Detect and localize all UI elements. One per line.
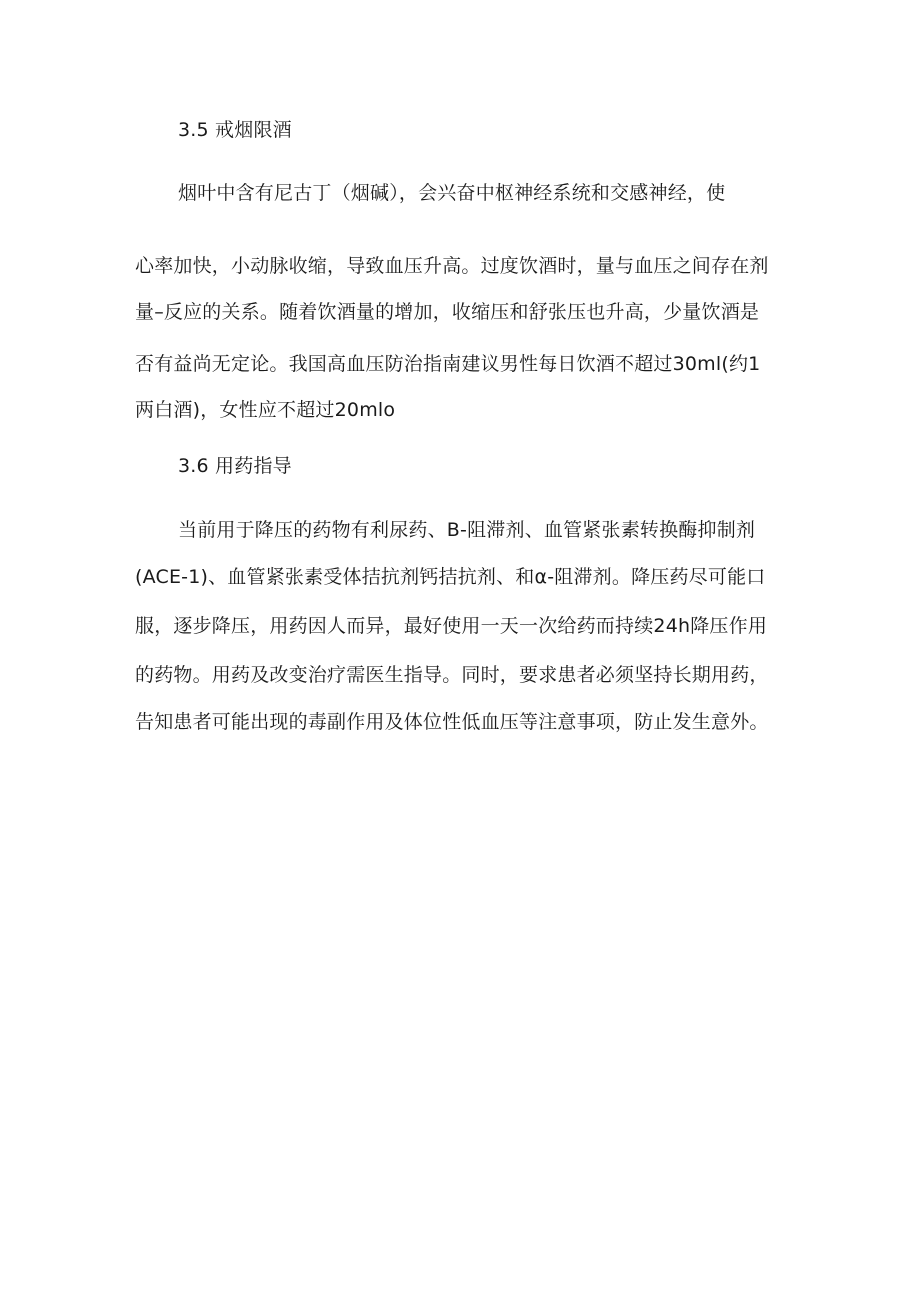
paragraph-line: 的药物。用药及改变治疗需医生指导。同时，要求患者必须坚持长期用药， xyxy=(135,664,769,686)
paragraph-line: 两白酒)，女性应不超过20mlo xyxy=(135,399,396,421)
paragraph-line: 当前用于降压的药物有利尿药、B-阻滞剂、血管紧张素转换酶抑制剂 xyxy=(178,519,756,541)
paragraph-line: 告知患者可能出现的毒副作用及体位性低血压等注意事项，防止发生意外。 xyxy=(135,711,769,733)
paragraph-line: (ACE-1)、血管紧张素受体拮抗剂钙拮抗剂、和α-阻滞剂。降压药尽可能口 xyxy=(135,566,766,588)
paragraph-line: 量–反应的关系。随着饮酒量的增加，收缩压和舒张压也升高，少量饮酒是 xyxy=(135,301,760,323)
section-heading-3-6: 3.6 用药指导 xyxy=(178,455,292,477)
paragraph-line: 心率加快，小动脉收缩，导致血压升高。过度饮酒时，量与血压之间存在剂 xyxy=(135,255,769,277)
section-heading-3-5: 3.5 戒烟限酒 xyxy=(178,119,292,141)
paragraph-line: 否有益尚无定论。我国高血压防治指南建议男性每日饮酒不超过30ml(约1 xyxy=(135,353,761,375)
paragraph-line: 服，逐步降压，用药因人而异，最好使用一天一次给药而持续24h降压作用 xyxy=(135,615,768,637)
paragraph-line: 烟叶中含有尼古丁（烟碱），会兴奋中枢神经系统和交感神经，使 xyxy=(178,182,726,204)
